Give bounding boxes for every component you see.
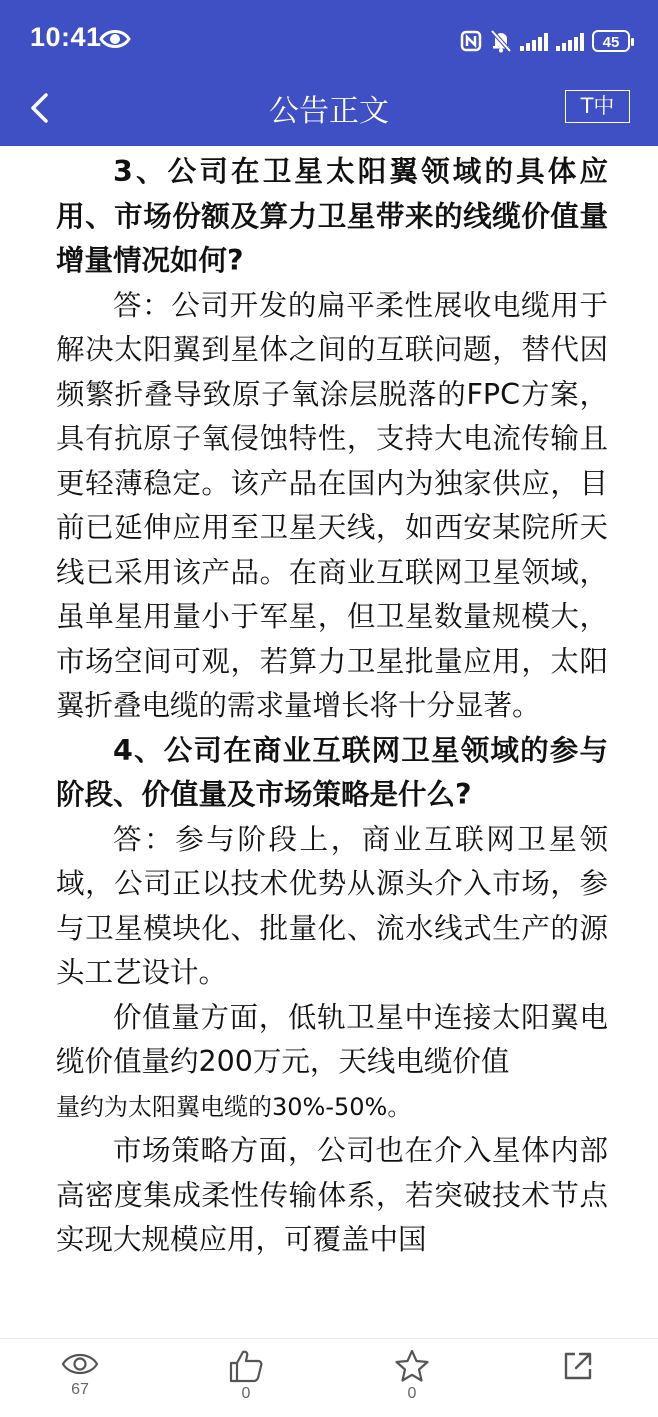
bottom-action-bar: [0, 1338, 658, 1417]
favorite-button[interactable]: [382, 1349, 442, 1403]
signal-1-icon: [520, 31, 548, 51]
top-app-bar: [0, 0, 658, 146]
article-body: [56, 150, 608, 1338]
favorites-count: 0: [407, 1385, 417, 1402]
share-icon: [561, 1349, 595, 1383]
views-item[interactable]: [50, 1349, 110, 1399]
answer-paragraph: 答：参与阶段上，商业互联网卫星领域，公司正以技术优势从源头介入市场，参与卫星模块化、批量化、流水线式生产的源头工艺设计。: [56, 822, 608, 989]
star-icon: [394, 1349, 430, 1383]
question-paragraph: 4、公司在商业互联网卫星领域的参与阶段、价值量及市场策略是什么?: [56, 733, 608, 811]
question-paragraph: 3、公司在卫星太阳翼领域的具体应用、市场份额及算力卫星带来的线缆价值量增量情况如何?: [56, 155, 608, 277]
navigation-bar: [0, 76, 658, 140]
answer-paragraph: 市场策略方面，公司也在介入星体内部高密度集成柔性传输体系，若突破技术节点实现大规模应用，可覆盖中国: [56, 1134, 608, 1256]
status-time: 10:41: [30, 22, 102, 52]
nfc-icon: [460, 30, 482, 52]
like-button[interactable]: [216, 1349, 276, 1403]
status-icons: [460, 24, 630, 58]
answer-paragraph-continued: 量约为太阳翼电缆的30%-50%。: [56, 1092, 412, 1121]
share-button[interactable]: [548, 1349, 608, 1383]
eye-icon: [61, 1349, 99, 1379]
views-count: 67: [71, 1381, 89, 1398]
eye-status-icon: [99, 27, 131, 51]
likes-count: 0: [241, 1385, 251, 1402]
signal-2-icon: [556, 31, 584, 51]
answer-paragraph: 答：公司开发的扁平柔性展收电缆用于解决太阳翼到星体之间的互联问题，替代因频繁折叠导致原子氧涂层脱落的FPC方案，具有抗原子氧侵蚀特性，支持大电流传输且更轻薄稳定。该产品在国内为独家供应，目前已延伸应用至卫星天线，如西安某院所天线已采用该产品。在商业互联网卫星领域，虽单星用量小于军星，但卫星数量规模大，市场空间可观，若算力卫星批量应用，太阳翼折叠电缆的需求量增长将十分显著。: [56, 288, 608, 722]
status-bar: [0, 0, 658, 80]
thumbs-up-icon: [228, 1349, 264, 1383]
page-title: 公告正文: [269, 94, 389, 129]
answer-paragraph: 价值量方面，低轨卫星中连接太阳翼电缆价值量约200万元，天线电缆价值: [56, 1000, 608, 1078]
font-size-button[interactable]: T中: [565, 90, 630, 123]
battery-icon: 45: [592, 30, 630, 52]
mute-icon: [490, 29, 512, 53]
